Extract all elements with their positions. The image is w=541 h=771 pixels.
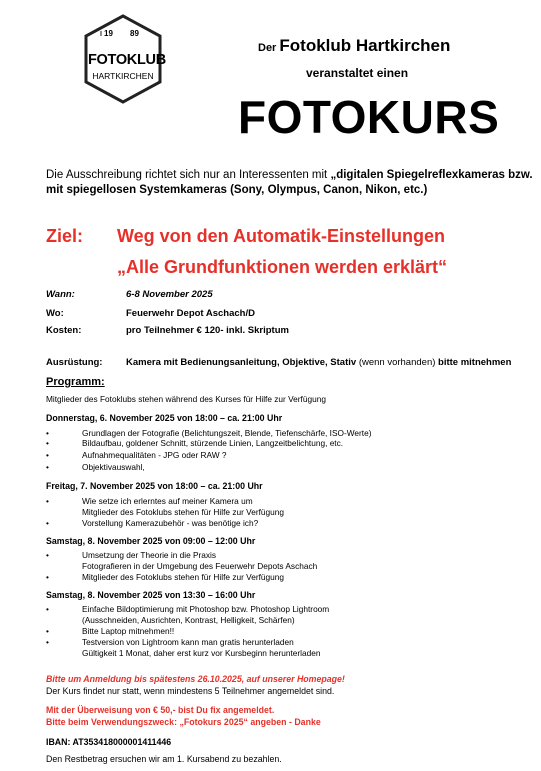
club-logo [78,14,168,104]
goal-line-1: Weg von den Automatik-Einstellungen [117,226,446,246]
club-heading-prefix: Der [258,42,280,54]
bullet-icon: • [46,550,49,560]
minimum-participants: Der Kurs findet nur statt, wenn mindestens 5 Teilnehmer angemeldet sind. [46,686,335,696]
remaining-payment-note: Den Restbetrag ersuchen wir am 1. Kursabend zu bezahlen. [46,754,282,764]
list-item: Aufnahmequalitäten - JPG oder RAW ? [82,450,227,460]
where-value: Feuerwehr Depot Aschach/D [126,308,255,319]
bullet-icon: • [46,438,49,448]
logo-year-left: 19 [104,29,113,38]
cost-label: Kosten: [46,325,82,336]
club-name: Fotoklub Hartkirchen [279,36,451,55]
day-2-heading: Freitag, 7. November 2025 von 18:00 – ca. 21:00 Uhr [46,481,263,491]
bullet-icon: • [46,626,49,636]
list-item: Vorstellung Kamerazubehör - was benötige ich? [82,518,259,528]
list-item: Objektivauswahl, [82,462,145,472]
where-label: Wo: [46,308,64,319]
bullet-icon: • [46,450,49,460]
intro-bold: „digitalen Spiegelreflexkameras bzw. mit spiegellosen Systemkameras (Sony, Olympus, Canon, Nikon, etc.) [46,169,533,196]
bullet-icon: • [46,518,49,528]
list-item: Wie setze ich erlerntes auf meiner Kamera um [82,496,253,506]
payment-purpose: Bitte beim Verwendungszweck: „Fotokurs 2025“ angeben - Danke [46,717,321,727]
day-1-heading: Donnerstag, 6. November 2025 von 18:00 – ca. 21:00 Uhr [46,413,283,423]
bullet-icon: • [46,428,49,438]
list-item: Bildaufbau, goldener Schnitt, stürzende Linien, Langzeitbelichtung, etc. [82,438,344,448]
program-note: Mitglieder des Fotoklubs stehen während des Kurses für Hilfe zur Verfügung [46,394,326,404]
equipment-main: Kamera mit Bedienungsanleitung, Objektive, Stativ [126,357,359,368]
cost-value: pro Teilnehmer € 120- inkl. Skriptum [126,325,289,336]
list-item: Umsetzung der Theorie in die Praxis [82,550,217,560]
iban: IBAN: AT353418000001411446 [46,737,172,747]
bullet-icon: • [46,496,49,506]
list-item: Bitte Laptop mitnehmen!! [82,626,175,636]
day-4-heading: Samstag, 8. November 2025 von 13:30 – 16:00 Uhr [46,590,256,600]
intro-plain: Die Ausschreibung richtet sich nur an Interessenten mit [46,169,331,181]
goal-line-2: „Alle Grundfunktionen werden erklärt“ [117,257,448,277]
list-item: Einfache Bildoptimierung mit Photoshop bzw. Photoshop Lightroom [82,604,330,614]
list-item: Grundlagen der Fotografie (Belichtungszeit, Blende, Tiefenschärfe, ISO-Werte) [82,428,372,438]
when-value: 6-8 November 2025 [126,289,213,300]
list-item: Gültigkeit 1 Monat, daher erst kurz vor Kursbeginn herunterladen [82,648,321,658]
bullet-icon: • [46,462,49,472]
bullet-icon: • [46,637,49,647]
list-item: Mitglieder des Fotoklubs stehen für Hilfe zur Verfügung [82,572,284,582]
goal-label: Ziel: [46,226,84,246]
equipment-bring: bitte mitnehmen [435,357,512,368]
logo-main-text: FOTOKLUB [88,52,166,68]
intro-paragraph [46,168,536,198]
signup-deadline: Bitte um Anmeldung bis spätestens 26.10.2025, auf unserer Homepage! [46,674,345,684]
equipment-value [126,357,511,368]
program-title: Programm: [46,376,105,388]
logo-sub-text: HARTKIRCHEN [92,71,154,81]
bullet-icon: • [46,604,49,614]
club-heading [258,36,450,56]
list-item: Mitglieder des Fotoklubs stehen für Hilfe zur Verfügung [82,507,284,517]
day-3-heading: Samstag, 8. November 2025 von 09:00 – 12:00 Uhr [46,536,256,546]
equipment-label: Ausrüstung: [46,357,103,368]
course-title: FOTOKURS [238,91,500,143]
bullet-icon: • [46,572,49,582]
equipment-optional: (wenn vorhanden) [358,357,436,368]
list-item: Testversion von Lightroom kann man gratis herunterladen [82,637,294,647]
organizes-line: veranstaltet einen [306,66,409,80]
list-item: (Ausschneiden, Ausrichten, Kontrast, Helligkeit, Schärfen) [82,615,295,625]
when-label: Wann: [46,289,75,300]
list-item: Fotografieren in der Umgebung des Feuerwehr Depots Aschach [82,561,318,571]
logo-year-right: 89 [130,29,139,38]
transfer-note: Mit der Überweisung von € 50,- bist Du fix angemeldet. [46,705,275,715]
